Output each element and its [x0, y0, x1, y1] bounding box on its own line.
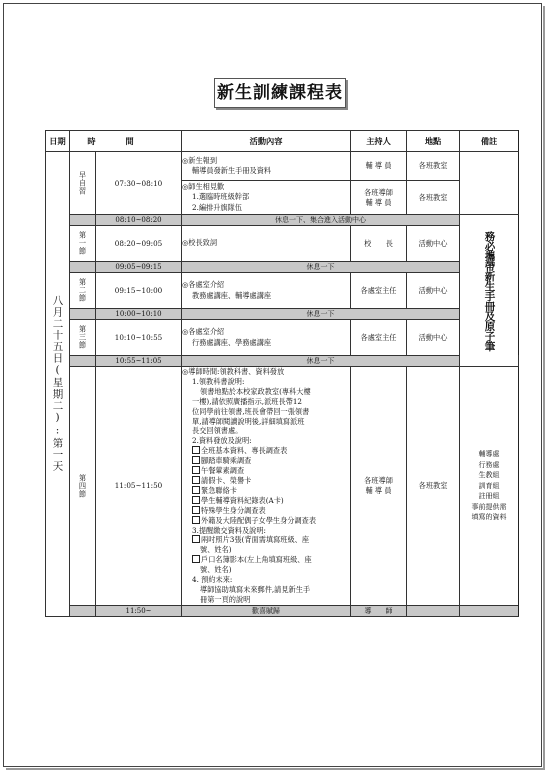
end-row — [46, 605, 519, 616]
period-3: 第三節 — [70, 320, 96, 356]
break-time: 09:05~09:15 — [96, 262, 182, 273]
end-text: 歡喜賦歸 — [182, 605, 351, 616]
period-1: 第一節 — [70, 226, 96, 262]
date-label: 八月二十五日(星期二):第一天 — [51, 295, 64, 473]
host-4: 各班導師 輔 導 員 — [351, 367, 407, 606]
break-time: 10:00~10:10 — [96, 309, 182, 320]
checkbox-icon — [192, 555, 200, 563]
header-row — [46, 131, 519, 152]
schedule-table — [45, 130, 519, 617]
host-meet: 各班導師 輔 導 員 — [351, 181, 407, 215]
checkbox-icon — [192, 506, 200, 514]
break-text: 休息一下、集合進入活動中心 — [182, 215, 460, 226]
time-morning: 07:30~08:10 — [96, 152, 182, 215]
break-row — [46, 215, 519, 226]
place-1: 活動中心 — [407, 226, 460, 262]
break-row — [46, 309, 519, 320]
checkbox-icon — [192, 456, 200, 464]
page-title: 新生訓練課程表 — [214, 78, 346, 108]
header-content: 活動內容 — [182, 131, 351, 152]
header-place: 地點 — [407, 131, 460, 152]
header-remark: 備註 — [460, 131, 519, 152]
end-host: 導 師 — [351, 605, 407, 616]
time-4: 11:05~11:50 — [96, 367, 182, 606]
place-2: 活動中心 — [407, 273, 460, 309]
content-2: ◎各處室介紹 教務處講座、輔導處講座 — [182, 273, 351, 309]
content-checkin: ◎新生報到 輔導員發新生手冊及資料 — [182, 152, 351, 181]
checkbox-icon — [192, 516, 200, 524]
table-row — [46, 273, 519, 309]
break-text: 休息一下 — [182, 262, 460, 273]
time-3: 10:10~10:55 — [96, 320, 182, 356]
period-morning: 早自習 — [70, 152, 96, 215]
period-2: 第二節 — [70, 273, 96, 309]
break-row — [46, 262, 519, 273]
place-checkin: 各班教室 — [407, 152, 460, 181]
content-4: ◎導師時間:領教科書、資料發放 1.領教科書說明: 領書地點於本校家政教室(專科大樓 一樓),請依照廣播指示,派班長帶12 位同學前往領書,班長會帶回一張領書 單,請導師閱讀說明後,詳細填寫派班 長交回領書處。 2.資料發放及說明: 全班基本資料、專長調查表 腳踏車騎乘調查 午餐葷素調查 請假卡、榮譽卡 緊急聯絡卡 學生輔導資料紀錄表(A卡) 特殊學生身分調查表 外籍及大陸配偶子女學生身分調查表 3.提醒繳交資料及說明: 兩吋照片3張(背面需填寫班級、座 號、姓名) 戶口名簿影本(左上角填寫班級、座 號、姓名) 4. 預約未來: 導師協助填寫未來郵件,請見新生手 冊第一頁的說明 — [182, 367, 351, 606]
table-row — [46, 226, 519, 262]
table-row — [46, 367, 519, 606]
host-2: 各處室主任 — [351, 273, 407, 309]
checkbox-icon — [192, 486, 200, 494]
break-text: 休息一下 — [182, 309, 460, 320]
header-time: 時間 — [70, 131, 182, 152]
break-time: 10:55~11:05 — [96, 356, 182, 367]
checkbox-icon — [192, 466, 200, 474]
place-meet: 各班教室 — [407, 181, 460, 215]
date-cell — [46, 152, 70, 617]
remark-empty-top — [460, 152, 519, 215]
break-row — [46, 356, 519, 367]
table-row — [46, 152, 519, 181]
content-3: ◎各處室介紹 行務處講座、學務處講座 — [182, 320, 351, 356]
time-2: 09:15~10:00 — [96, 273, 182, 309]
period-4: 第四節 — [70, 367, 96, 606]
break-text: 休息一下 — [182, 356, 460, 367]
header-host: 主持人 — [351, 131, 407, 152]
remark-4: 輔導處 行務處 生教組 訓育組 註冊組 事前提供需 填寫的資料 — [460, 367, 519, 606]
checkbox-icon — [192, 476, 200, 484]
place-3: 活動中心 — [407, 320, 460, 356]
checkbox-icon — [192, 535, 200, 543]
host-checkin: 輔 導 員 — [351, 152, 407, 181]
break-time: 08:10~08:20 — [96, 215, 182, 226]
content-1: ◎校長致詞 — [182, 226, 351, 262]
remark-main: 務必攜帶新生手冊及原子筆 — [460, 215, 519, 367]
host-1: 校 長 — [351, 226, 407, 262]
checkbox-icon — [192, 496, 200, 504]
header-date: 日期 — [46, 131, 70, 152]
table-row — [46, 320, 519, 356]
place-4: 各班教室 — [407, 367, 460, 606]
checkbox-icon — [192, 446, 200, 454]
end-time: 11:50~ — [96, 605, 182, 616]
host-3: 各處室主任 — [351, 320, 407, 356]
content-meet: ◎師生相見歡 1.選臨時班級幹部 2.編排升旗隊伍 — [182, 181, 351, 215]
time-1: 08:20~09:05 — [96, 226, 182, 262]
